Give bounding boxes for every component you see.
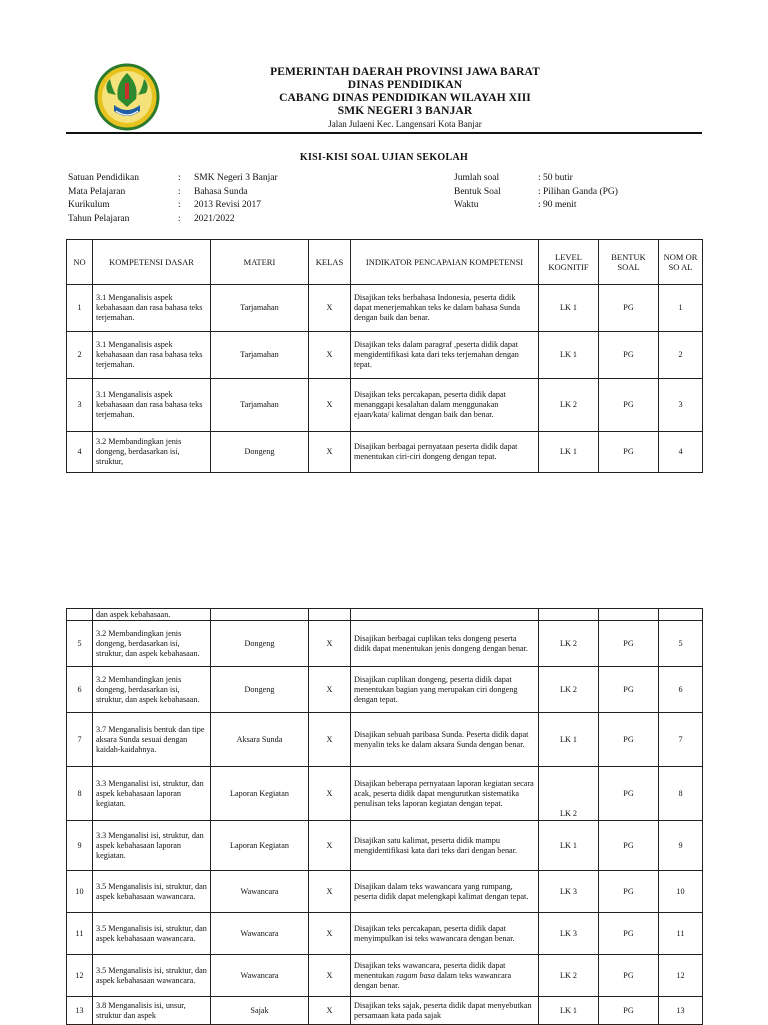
cell-materi: Tarjamahan xyxy=(211,332,309,379)
cell-level: LK 2 xyxy=(539,667,599,713)
col-header-kompetensi-dasar: KOMPETENSI DASAR xyxy=(93,240,211,285)
cell-bentuk: PG xyxy=(599,667,659,713)
cell-nomor: 1 xyxy=(659,285,703,332)
continuation-row xyxy=(67,609,703,621)
cell-indikator xyxy=(351,955,539,997)
cell-kompetensi-dasar: 3.2 Membandingkan jenis dongeng, berdasarkan isi, struktur, dan aspek kebahasaan. xyxy=(93,621,211,667)
cell-indikator: Disajikan teks dalam paragraf ,peserta didik dapat mengidentifikasi kata dari teks terjemahan dengan tepat. xyxy=(351,332,539,379)
cell-materi: Tarjamahan xyxy=(211,285,309,332)
cell-level: LK 2 xyxy=(539,955,599,997)
cell-level: LK 2 xyxy=(539,379,599,432)
table-row xyxy=(67,621,703,667)
cell-nomor: 5 xyxy=(659,621,703,667)
cell-kompetensi-dasar: 3.7 Menganalisis bentuk dan tipe aksara Sunda sesuai dengan kaidah-kaidahnya. xyxy=(93,713,211,767)
col-header-indikator: INDIKATOR PENCAPAIAN KOMPETENSI xyxy=(351,240,539,285)
cell-no: 2 xyxy=(67,332,93,379)
col-header-level-kognitif: LEVEL KOGNITIF xyxy=(539,240,599,285)
cell-kelas: X xyxy=(309,767,351,821)
cell-kompetensi-dasar: 3.8 Menganalisis isi, unsur, struktur dan aspek xyxy=(93,997,211,1025)
indikator-text: Disajikan teks wawancara, peserta didik dapat menentukan xyxy=(354,960,506,980)
info-row xyxy=(454,199,618,213)
info-left-block xyxy=(68,172,278,226)
cell-materi: Dongeng xyxy=(211,432,309,473)
table-row xyxy=(67,379,703,432)
table-row xyxy=(67,955,703,997)
government-name: PEMERINTAH DAERAH PROVINSI JAWA BARAT xyxy=(270,66,540,78)
cell-kompetensi-dasar: 3.3 Menganalisi isi, struktur, dan aspek kebahasaan laporan kegiatan. xyxy=(93,767,211,821)
cell-no: 11 xyxy=(67,913,93,955)
letterhead xyxy=(200,66,610,130)
info-label: Waktu xyxy=(454,200,479,210)
cell-no: 7 xyxy=(67,713,93,767)
cell-no: 10 xyxy=(67,871,93,913)
cell-bentuk: PG xyxy=(599,821,659,871)
cell-bentuk: PG xyxy=(599,621,659,667)
cell-kelas: X xyxy=(309,913,351,955)
col-header-no: NO xyxy=(67,240,93,285)
cell-bentuk: PG xyxy=(599,379,659,432)
cell-kompetensi-dasar: 3.5 Menganalisis isi, struktur, dan aspek kebahasaan wawancara. xyxy=(93,871,211,913)
cell-kompetensi-dasar: 3.1 Menganalisis aspek kebahasaan dan rasa bahasa teks terjemahan. xyxy=(93,332,211,379)
info-row: Kurikulum : 2013 Revisi 2017 xyxy=(68,199,278,213)
cell-bentuk: PG xyxy=(599,713,659,767)
info-value: : 90 menit xyxy=(538,200,577,210)
cell-kompetensi-dasar: 3.5 Menganalisis isi, struktur, dan aspek kebahasaan wawancara. xyxy=(93,913,211,955)
cell-materi: Dongeng xyxy=(211,621,309,667)
cell-kompetensi-dasar: 3.5 Menganalisis isi, struktur, dan aspek kebahasaan wawancara. xyxy=(93,955,211,997)
table-row xyxy=(67,871,703,913)
cell-indikator: Disajikan teks berbahasa Indonesia, peserta didik dapat menerjemahkan teks ke dalam bahasa Sunda dengan baik dan benar. xyxy=(351,285,539,332)
cell-level: LK 3 xyxy=(539,913,599,955)
table-header-row xyxy=(67,240,703,285)
info-row: Mata Pelajaran : Bahasa Sunda xyxy=(68,186,278,200)
indikator-text: dalam teks wawancara dengan benar. xyxy=(354,970,512,990)
cell-materi: Sajak xyxy=(211,997,309,1025)
cell-bentuk: PG xyxy=(599,997,659,1025)
letterhead-divider xyxy=(66,132,702,134)
cell-kelas: X xyxy=(309,432,351,473)
cell-level: LK 1 xyxy=(539,332,599,379)
table-row xyxy=(67,767,703,821)
cell-bentuk: PG xyxy=(599,913,659,955)
cell-kompetensi-dasar: 3.2 Membandingkan jenis dongeng, berdasarkan isi, struktur, dan aspek kebahasaan. xyxy=(93,667,211,713)
cell-kelas: X xyxy=(309,997,351,1025)
cell-no: 8 xyxy=(67,767,93,821)
cell-level: LK 2 xyxy=(539,621,599,667)
branch-name: CABANG DINAS PENDIDIKAN WILAYAH XIII xyxy=(279,92,531,104)
cell-nomor: 12 xyxy=(659,955,703,997)
table-row xyxy=(67,332,703,379)
cell-bentuk: PG xyxy=(599,955,659,997)
cell-bentuk: PG xyxy=(599,332,659,379)
indikator-emphasis: ragam basa xyxy=(396,970,435,980)
cell-indikator: Disajikan berbagai cuplikan teks dongeng peserta didik dapat menentukan jenis dongeng dengan benar. xyxy=(351,621,539,667)
info-value: SMK Negeri 3 Banjar xyxy=(194,173,278,183)
cell-materi: Aksara Sunda xyxy=(211,713,309,767)
table-row xyxy=(67,432,703,473)
cell-no: 5 xyxy=(67,621,93,667)
cell-materi: Wawancara xyxy=(211,955,309,997)
cell-level: LK 1 xyxy=(539,821,599,871)
info-label: Bentuk Soal xyxy=(454,186,501,197)
cell-indikator: Disajikan cuplikan dongeng, peserta didik dapat menentukan bagian yang merupakan ciri dongeng dengan tepat. xyxy=(351,667,539,713)
cell-materi: Laporan Kegiatan xyxy=(211,767,309,821)
info-label: Kurikulum xyxy=(68,200,110,210)
info-row xyxy=(454,172,618,186)
col-header-materi: MATERI xyxy=(211,240,309,285)
cell-level: LK 1 xyxy=(539,285,599,332)
cell-nomor: 6 xyxy=(659,667,703,713)
cell-kompetensi-dasar: 3.1 Menganalisis aspek kebahasaan dan rasa bahasa teks terjemahan. xyxy=(93,285,211,332)
cell-nomor: 13 xyxy=(659,997,703,1025)
info-label: Mata Pelajaran xyxy=(68,186,126,197)
cell-bentuk: PG xyxy=(599,285,659,332)
cell-indikator: Disajikan sebuah paribasa Sunda. Peserta didik dapat menyalin teks ke dalam aksara Sunda dengan benar. xyxy=(351,713,539,767)
cell-bentuk: PG xyxy=(599,432,659,473)
cell-no: 9 xyxy=(67,821,93,871)
document-title: KISI-KISI SOAL UJIAN SEKOLAH xyxy=(299,152,469,163)
info-right-block xyxy=(454,172,618,213)
cell-kelas: X xyxy=(309,379,351,432)
table-row xyxy=(67,713,703,767)
cell-indikator: Disajikan teks percakapan, peserta didik dapat menyimpulkan isi teks wawancara dengan benar. xyxy=(351,913,539,955)
kisi-kisi-table-page2 xyxy=(66,608,703,1025)
cell-kompetensi-dasar-continuation: dan aspek kebahasaan. xyxy=(93,609,211,621)
cell-no: 12 xyxy=(67,955,93,997)
info-row: Tahun Pelajaran : 2021/2022 xyxy=(68,213,278,227)
info-value: : 50 butir xyxy=(538,173,573,183)
cell-kompetensi-dasar: 3.3 Menganalisi isi, struktur, dan aspek kebahasaan laporan kegiatan. xyxy=(93,821,211,871)
col-header-kelas: KELAS xyxy=(309,240,351,285)
cell-no: 1 xyxy=(67,285,93,332)
cell-indikator: Disajikan beberapa pernyataan laporan kegiatan secara acak, peserta didik dapat mengurutkan sistematika penulisan teks laporan kegiatan dengan tepat. xyxy=(351,767,539,821)
cell-bentuk: PG xyxy=(599,767,659,821)
kisi-kisi-table-page1 xyxy=(66,239,703,473)
info-label: Satuan Pendidikan xyxy=(68,173,139,183)
cell-nomor: 2 xyxy=(659,332,703,379)
cell-kelas: X xyxy=(309,821,351,871)
cell-nomor: 7 xyxy=(659,713,703,767)
cell-indikator: Disajikan dalam teks wawancara yang rumpang, peserta didik dapat melengkapi kalimat dengan tepat. xyxy=(351,871,539,913)
info-label: Tahun Pelajaran xyxy=(68,213,130,224)
cell-kelas: X xyxy=(309,955,351,997)
cell-indikator: Disajikan berbagai pernyataan peserta didik dapat menentukan ciri-ciri dongeng dengan tepat. xyxy=(351,432,539,473)
cell-nomor: 10 xyxy=(659,871,703,913)
cell-kelas: X xyxy=(309,621,351,667)
info-value: : Pilihan Ganda (PG) xyxy=(538,186,618,197)
table-row xyxy=(67,913,703,955)
cell-indikator: Disajikan teks sajak, peserta didik dapat menyebutkan persamaan kata pada sajak xyxy=(351,997,539,1025)
cell-level: LK 1 xyxy=(539,432,599,473)
cell-no: 6 xyxy=(67,667,93,713)
col-header-nomor-soal: NOM OR SO AL xyxy=(659,240,703,285)
cell-materi: Tarjamahan xyxy=(211,379,309,432)
cell-kelas: X xyxy=(309,713,351,767)
cell-nomor: 4 xyxy=(659,432,703,473)
cell-level: LK 2 xyxy=(539,767,599,821)
cell-materi: Wawancara xyxy=(211,871,309,913)
cell-kelas: X xyxy=(309,667,351,713)
cell-no: 13 xyxy=(67,997,93,1025)
cell-nomor: 3 xyxy=(659,379,703,432)
cell-kompetensi-dasar: 3.2 Membandingkan jenis dongeng, berdasarkan isi, struktur, xyxy=(93,432,211,473)
table-row xyxy=(67,667,703,713)
cell-materi: Dongeng xyxy=(211,667,309,713)
cell-materi: Wawancara xyxy=(211,913,309,955)
cell-indikator: Disajikan teks percakapan, peserta didik dapat menanggapi kesalahan dalam menggunakan ejaan/kata/ kalimat dengan baik dan benar. xyxy=(351,379,539,432)
info-value: 2013 Revisi 2017 xyxy=(194,200,262,210)
cell-no: 4 xyxy=(67,432,93,473)
cell-nomor: 9 xyxy=(659,821,703,871)
info-row: Satuan Pendidikan : SMK Negeri 3 Banjar xyxy=(68,172,278,186)
info-label: Jumlah soal xyxy=(454,173,500,183)
table-row xyxy=(67,821,703,871)
cell-materi: Laporan Kegiatan xyxy=(211,821,309,871)
school-name: SMK NEGERI 3 BANJAR xyxy=(337,105,473,117)
school-address: Jalan Julaeni Kec. Langensari Kota Banjar xyxy=(328,119,482,129)
table-row xyxy=(67,285,703,332)
cell-indikator: Disajikan satu kalimat, peserta didik mampu mengidentifikasi kata dari teks dari dengan benar. xyxy=(351,821,539,871)
table-row xyxy=(67,997,703,1025)
cell-level: LK 1 xyxy=(539,997,599,1025)
info-value: Bahasa Sunda xyxy=(194,186,248,197)
jawa-barat-emblem-logo xyxy=(94,63,160,131)
cell-nomor: 8 xyxy=(659,767,703,821)
info-value: 2021/2022 xyxy=(194,213,235,224)
cell-nomor: 11 xyxy=(659,913,703,955)
cell-kelas: X xyxy=(309,871,351,913)
cell-level: LK 1 xyxy=(539,713,599,767)
info-row xyxy=(454,186,618,200)
cell-kelas: X xyxy=(309,285,351,332)
cell-level: LK 3 xyxy=(539,871,599,913)
agency-name: DINAS PENDIDIKAN xyxy=(347,79,463,91)
col-header-bentuk-soal: BENTUK SOAL xyxy=(599,240,659,285)
cell-bentuk: PG xyxy=(599,871,659,913)
cell-kelas: X xyxy=(309,332,351,379)
cell-no: 3 xyxy=(67,379,93,432)
cell-kompetensi-dasar: 3.1 Menganalisis aspek kebahasaan dan rasa bahasa teks terjemahan. xyxy=(93,379,211,432)
